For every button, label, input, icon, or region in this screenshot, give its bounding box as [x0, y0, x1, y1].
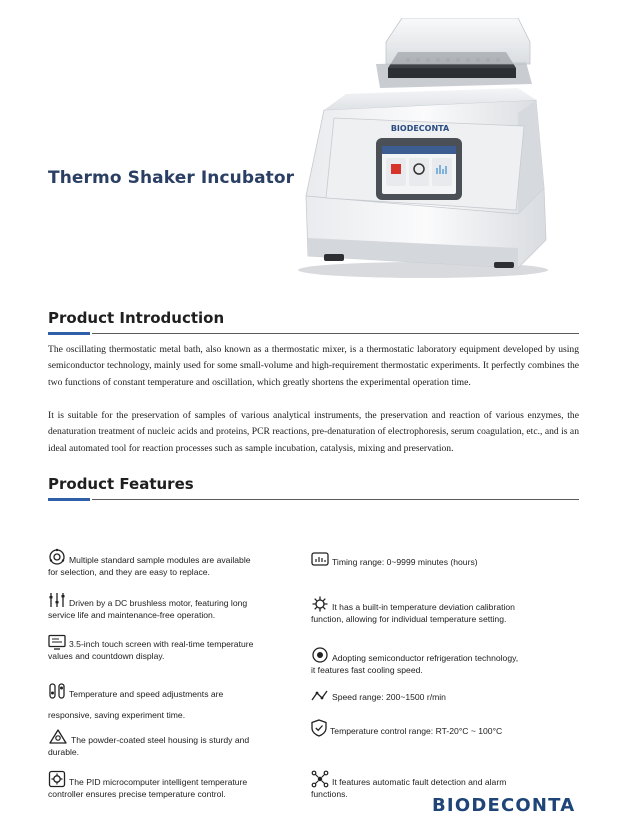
feature-item: Multiple standard sample modules are available for selection, and they are easy to replace.	[48, 548, 298, 578]
motor-sliders-icon	[48, 591, 66, 609]
feature-item: 3.5-inch touch screen with real-time temperature values and countdown display.	[48, 634, 298, 662]
feature-item: It features automatic fault detection and alarm functions.	[311, 770, 581, 800]
adjustment-icon	[48, 682, 66, 700]
feature-item: Timing range: 0~9999 minutes (hours)	[311, 552, 581, 568]
refrigeration-icon	[311, 646, 329, 664]
feature-item: Temperature control range: RT-20°C ~ 100°C	[311, 719, 581, 737]
feature-item: Driven by a DC brushless motor, featuring long service life and maintenance-free operation.	[48, 591, 298, 621]
touch-screen-icon	[48, 634, 66, 650]
sample-module-icon	[48, 548, 66, 566]
hero-title: Thermo Shaker Incubator	[48, 168, 295, 188]
intro-paragraph-1: The oscillating thermostatic metal bath, also known as a thermostatic mixer, is a thermostatic laboratory equipment developed by using semiconductor technology, mainly used for some small-volume and high-requirement thermostatic experiments. It perfectly combines the two functions of constant temperature and oscillation, which greatly shortens the experimental operation time.	[48, 344, 579, 388]
timer-icon	[311, 552, 329, 568]
feature-item: Adopting semiconductor refrigeration technology, it features fast cooling speed.	[311, 646, 581, 676]
pid-controller-icon	[48, 770, 66, 788]
feature-item: Temperature and speed adjustments are responsive, saving experiment time.	[48, 682, 298, 721]
feature-item: The PID microcomputer intelligent temperature controller ensures precise temperature control.	[48, 770, 298, 800]
calibration-gear-icon	[311, 595, 329, 613]
fault-alarm-icon	[311, 770, 329, 788]
screen-brand-text: BIODECONTA	[390, 124, 450, 133]
section-title-introduction: Product Introduction	[48, 309, 225, 327]
feature-item: The powder-coated steel housing is sturdy and durable.	[48, 728, 298, 758]
section-rule-introduction	[48, 332, 579, 335]
section-title-features: Product Features	[48, 475, 194, 493]
feature-item: Speed range: 200~1500 r/min	[311, 689, 581, 703]
section-rule-features	[48, 498, 579, 501]
shield-check-icon	[311, 719, 327, 737]
feature-item: It has a built-in temperature deviation calibration function, allowing for individual temperature setting.	[311, 595, 581, 625]
steel-housing-icon	[48, 728, 68, 746]
product-device-illustration	[298, 18, 558, 280]
brand-logo: BIODECONTA	[432, 795, 576, 816]
speed-icon	[311, 689, 329, 703]
intro-paragraph-2: It is suitable for the preservation of samples of various analytical instruments, the preservation and reaction of various enzymes, the denaturation treatment of nucleic acids and proteins, PCR reactions, pre-denaturation of electrophoresis, serum coagulation, etc., and is an ideal automated tool for reaction processes such as sample incubation, catalysis, mixing and preservation.	[48, 410, 579, 454]
